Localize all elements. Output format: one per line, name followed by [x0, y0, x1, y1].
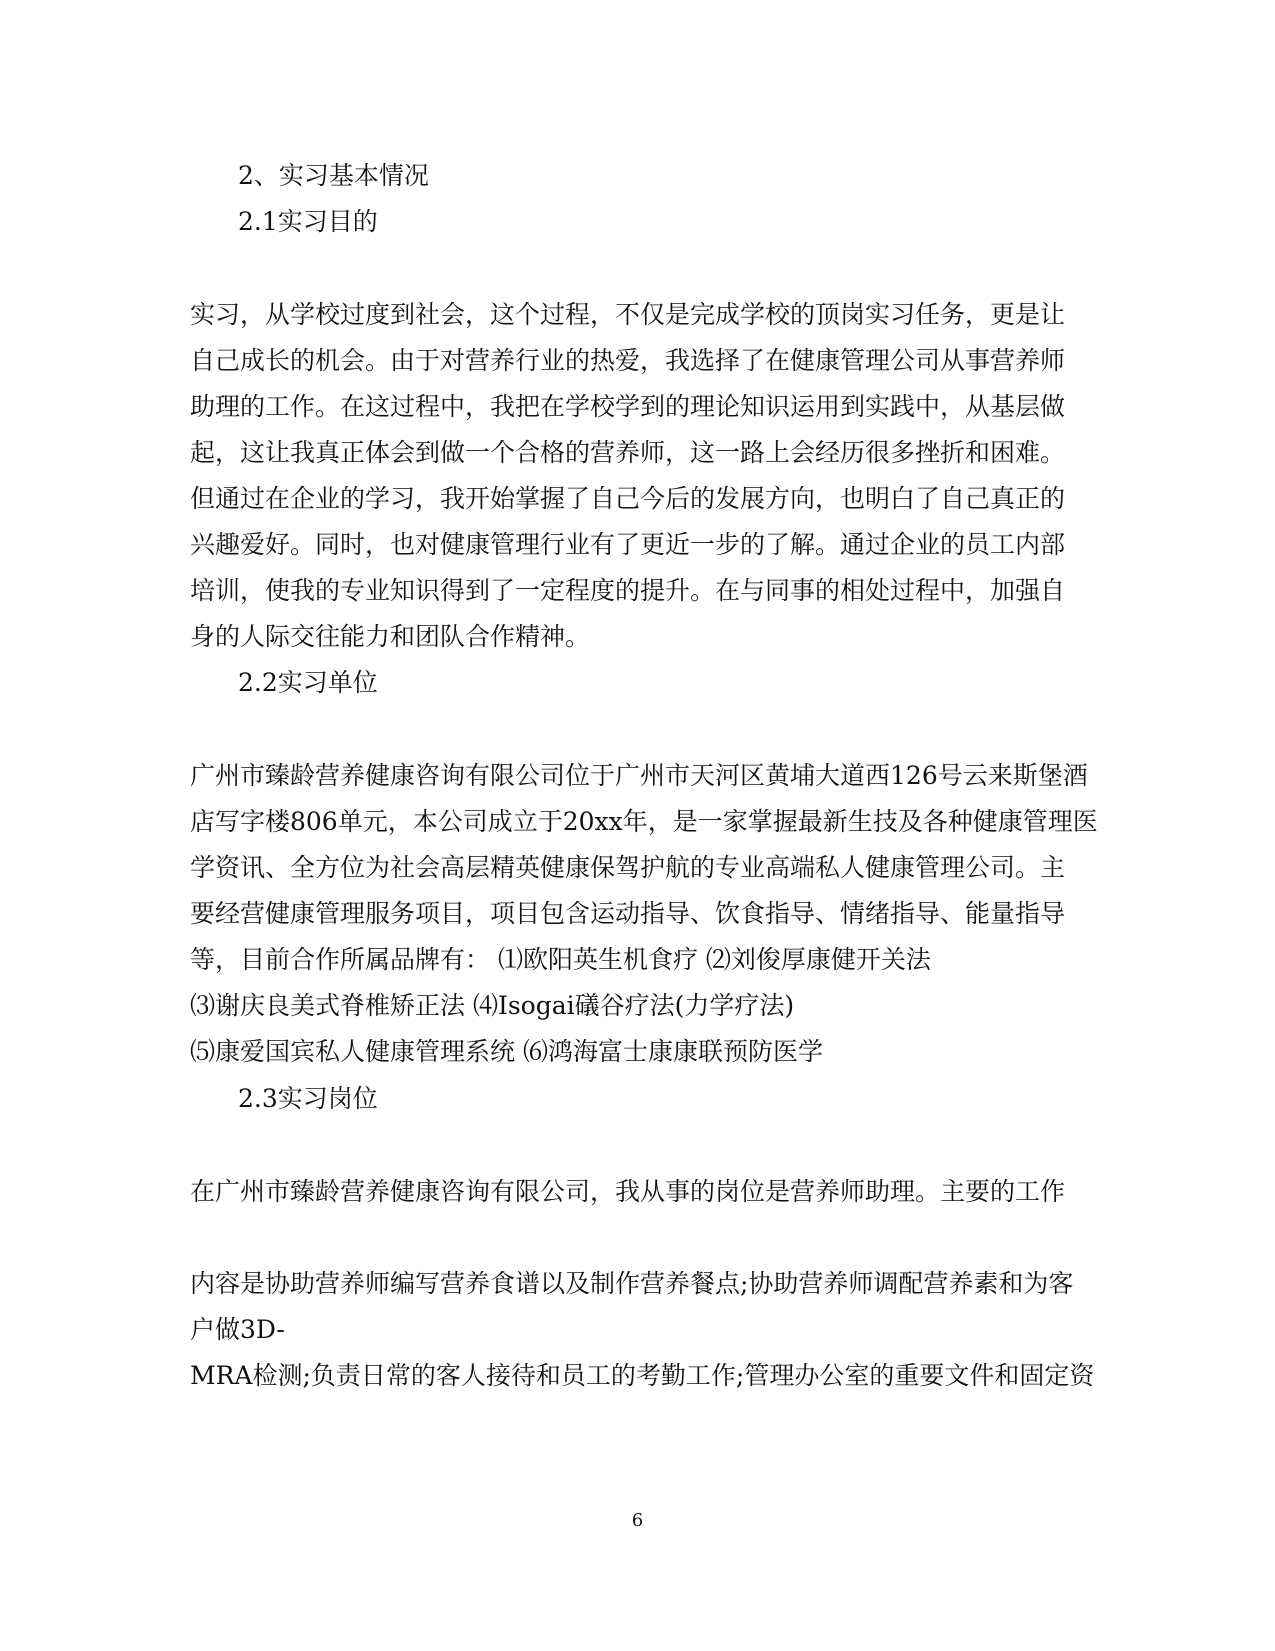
paragraph-line: 内容是协助营养师编写营养食谱以及制作营养餐点;协助营养师调配营养素和为客 — [190, 1269, 1074, 1298]
section-2-1-heading: 2.1实习目的 — [238, 207, 378, 236]
paragraph-line: 户做3D- — [190, 1315, 285, 1344]
paragraph-line: ⑶谢庆良美式脊椎矫正法 ⑷Isogai礒谷疗法(力学疗法) — [190, 991, 795, 1020]
paragraph-line: 助理的工作。在这过程中，我把在学校学到的理论知识运用到实践中，从基层做 — [190, 392, 1066, 421]
paragraph-line: 等，目前合作所属品牌有： ⑴欧阳英生机食疗 ⑵刘俊厚康健开关法 — [190, 945, 931, 974]
paragraph-line: 兴趣爱好。同时，也对健康管理行业有了更近一步的了解。通过企业的员工内部 — [190, 530, 1066, 559]
paragraph-line: 实习，从学校过度到社会，这个过程，不仅是完成学校的顶岗实习任务，更是让 — [190, 300, 1066, 329]
paragraph-line: 学资讯、全方位为社会高层精英健康保驾护航的专业高端私人健康管理公司。主 — [190, 853, 1066, 882]
section-2-3-heading: 2.3实习岗位 — [238, 1084, 378, 1113]
paragraph-line: 但通过在企业的学习，我开始掌握了自己今后的发展方向，也明白了自己真正的 — [190, 484, 1066, 513]
section-2-2-heading: 2.2实习单位 — [238, 668, 378, 697]
paragraph-line: 广州市臻龄营养健康咨询有限公司位于广州市天河区黄埔大道西126号云来斯堡酒 — [190, 761, 1088, 790]
paragraph-line: 起，这让我真正体会到做一个合格的营养师，这一路上会经历很多挫折和困难。 — [190, 438, 1066, 467]
paragraph-line: 店写字楼806单元，本公司成立于20xx年，是一家掌握最新生技及各种健康管理医 — [190, 807, 1098, 836]
paragraph-line: 培训，使我的专业知识得到了一定程度的提升。在与同事的相处过程中，加强自 — [190, 576, 1066, 605]
page-number: 6 — [631, 1510, 644, 1531]
section-2-heading: 2、实习基本情况 — [238, 161, 429, 190]
paragraph-line: 自己成长的机会。由于对营养行业的热爱，我选择了在健康管理公司从事营养师 — [190, 346, 1066, 375]
paragraph-line: 要经营健康管理服务项目，项目包含运动指导、饮食指导、情绪指导、能量指导 — [190, 899, 1066, 928]
paragraph-line: 在广州市臻龄营养健康咨询有限公司，我从事的岗位是营养师助理。主要的工作 — [190, 1177, 1066, 1206]
paragraph-line: ⑸康爱国宾私人健康管理系统 ⑹鸿海富士康康联预防医学 — [190, 1037, 823, 1066]
paragraph-line: MRA检测;负责日常的客人接待和员工的考勤工作;管理办公室的重要文件和固定资 — [190, 1361, 1095, 1390]
paragraph-line: 身的人际交往能力和团队合作精神。 — [190, 622, 591, 651]
